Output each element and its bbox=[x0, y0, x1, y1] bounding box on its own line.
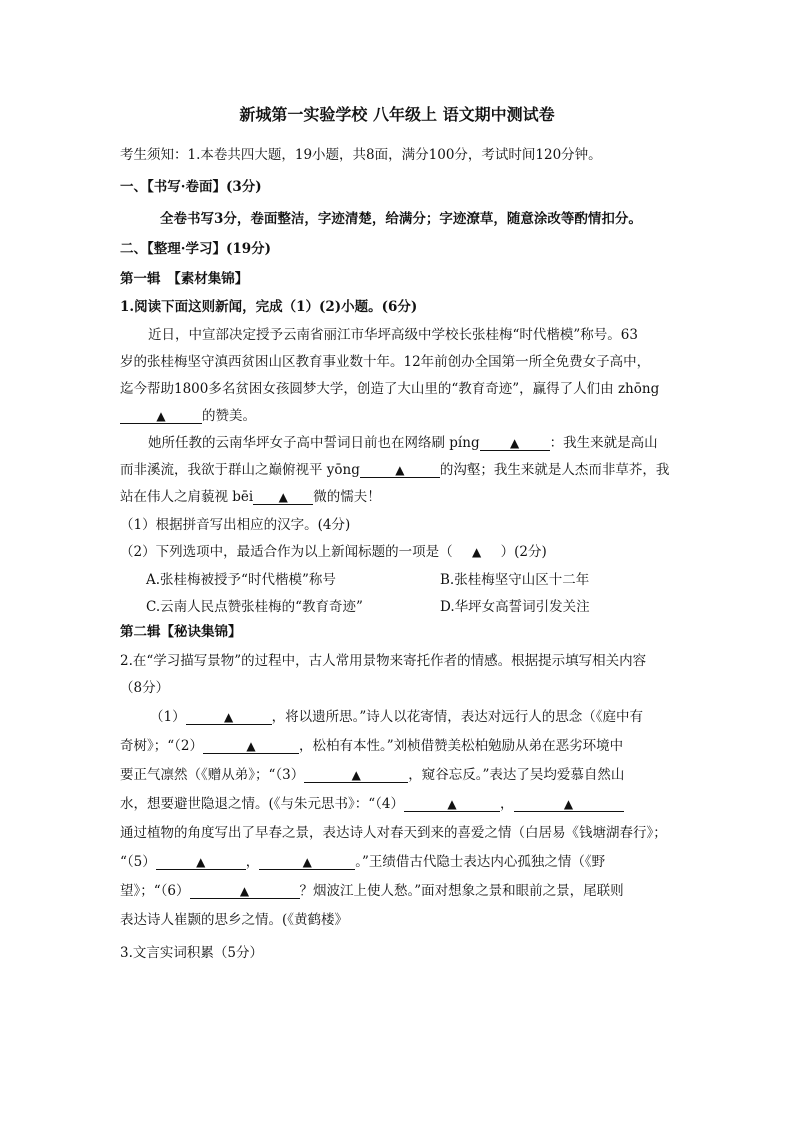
option-d[interactable]: D.华坪女高誓词引发关注 bbox=[440, 599, 590, 615]
news-line-1: 近日，中宣部决定授予云南省丽江市华坪高级中学校长张桂梅“时代楷模”称号。63 bbox=[148, 327, 638, 343]
answer-blank[interactable] bbox=[120, 409, 202, 424]
triangle-mark: ▲ bbox=[302, 855, 312, 869]
section-1-heading: 一、【书写·卷面】(3分) bbox=[120, 179, 262, 195]
exam-notice: 考生须知：1.本卷共四大题，19小题，共8面，满分100分，考试时间120分钟。 bbox=[120, 147, 602, 163]
poem-line-1: （1） ▲ ，将以遗所思。”诗人以花寄情，表达对远行人的思念（《庭中有 bbox=[150, 709, 643, 725]
poem-line-7: 望》；“（6） ▲ ？烟波江上使人愁。”面对想象之景和眼前之景，尾联则 bbox=[120, 883, 624, 899]
question-1-stem: 1.阅读下面这则新闻，完成（1）(2)小题。(6分) bbox=[120, 299, 418, 315]
option-b[interactable]: B.张桂梅坚守山区十二年 bbox=[440, 572, 590, 588]
part-2-heading: 第二辑【秘诀集锦】 bbox=[120, 624, 242, 640]
answer-blank[interactable] bbox=[404, 797, 500, 812]
news-line-2: 岁的张桂梅坚守滇西贫困山区教育事业数十年。12年前创办全国第一所全免费女子高中， bbox=[120, 354, 651, 370]
poem-line-8: 表达诗人崔颢的思乡之情。(《黄鹤楼》 bbox=[120, 912, 349, 928]
option-c[interactable]: C.云南人民点赞张桂梅的“教育奇迹” bbox=[146, 599, 363, 615]
triangle-mark: ▲ bbox=[563, 797, 574, 811]
triangle-mark: ▲ bbox=[509, 436, 520, 450]
triangle-mark: ▲ bbox=[223, 710, 234, 724]
triangle-mark: ▲ bbox=[351, 768, 361, 782]
answer-blank[interactable] bbox=[514, 797, 624, 812]
answer-blank[interactable] bbox=[360, 463, 440, 478]
oath-line-2: 而非溪流，我欲于群山之巅俯视平 yōng ▲ 的沟壑；我生来就是人杰而非草芥，我 bbox=[120, 462, 670, 478]
news-line-3: 迄今帮助1800多名贫困女孩圆梦大学，创造了大山里的“教育奇迹”，赢得了人们由 zhōng bbox=[120, 381, 660, 397]
question-2-stem-1: 2.在“学习描写景物”的过程中，古人常用景物来寄托作者的情感。根据提示填写相关内容 bbox=[120, 653, 647, 669]
question-2-stem-2: （8分） bbox=[120, 680, 170, 696]
answer-blank[interactable] bbox=[480, 436, 550, 451]
poem-line-3: 要正气凛然（《赠从弟》；“（3） ▲ ，窥谷忘反。”表达了吴均爱慕自然山 bbox=[120, 767, 625, 783]
triangle-mark: ▲ bbox=[246, 739, 256, 753]
page-title: 新城第一实验学校 八年级上 语文期中测试卷 bbox=[239, 105, 555, 124]
triangle-mark: ▲ bbox=[471, 545, 482, 559]
oath-line-3: 站在伟人之肩藐视 bēi ▲ 微的懦夫！ bbox=[120, 489, 381, 505]
answer-slot[interactable] bbox=[453, 543, 501, 561]
answer-blank[interactable] bbox=[253, 490, 313, 505]
part-1-heading: 第一辑 【素材集锦】 bbox=[120, 271, 249, 287]
answer-blank[interactable] bbox=[186, 710, 272, 725]
sub-question-2: （2）下列选项中，最适合作为以上新闻标题的一项是（ ▲ ）(2分) bbox=[120, 544, 547, 560]
answer-blank[interactable] bbox=[304, 768, 408, 783]
answer-blank[interactable] bbox=[259, 855, 355, 870]
triangle-mark: ▲ bbox=[196, 855, 206, 869]
section-1-body: 全卷书写3分，卷面整洁，字迹清楚，给满分；字迹潦草，随意涂改等酌情扣分。 bbox=[160, 211, 642, 227]
oath-line-1: 她所任教的云南华坪女子高中誓词日前也在网络刷 píng ▲ ：我生来就是高山 bbox=[148, 435, 658, 451]
triangle-mark: ▲ bbox=[239, 884, 250, 898]
sub-question-1: （1）根据拼音写出相应的汉字。(4分) bbox=[120, 517, 351, 533]
triangle-mark: ▲ bbox=[395, 463, 405, 477]
answer-blank[interactable] bbox=[203, 739, 299, 754]
answer-blank[interactable] bbox=[156, 855, 246, 870]
question-3-stem: 3.文言实词积累（5分） bbox=[120, 945, 263, 961]
news-line-4: ▲ 的赞美。 bbox=[120, 407, 680, 425]
poem-line-5: 通过植物的角度写出了早春之景，表达诗人对春天到来的喜爱之情（白居易《钱塘湖春行》； bbox=[120, 825, 667, 841]
triangle-mark: ▲ bbox=[156, 409, 166, 423]
answer-blank[interactable] bbox=[190, 884, 300, 899]
poem-line-2: 奇树》；“（2） ▲ ，松柏有本性。”刘桢借赞美松柏勉励从弟在恶劣环境中 bbox=[120, 738, 624, 754]
poem-line-4: 水，想要避世隐退之情。(《与朱元思书》：“（4） ▲ ， ▲ bbox=[120, 795, 680, 813]
section-2-heading: 二、【整理·学习】(19分) bbox=[120, 241, 272, 257]
poem-line-6: “（5） ▲ ， ▲ 。”王绩借古代隐士表达内心孤独之情（《野 bbox=[120, 854, 606, 870]
triangle-mark: ▲ bbox=[278, 490, 288, 504]
option-a[interactable]: A.张桂梅被授予“时代楷模”称号 bbox=[146, 572, 336, 588]
triangle-mark: ▲ bbox=[447, 797, 457, 811]
